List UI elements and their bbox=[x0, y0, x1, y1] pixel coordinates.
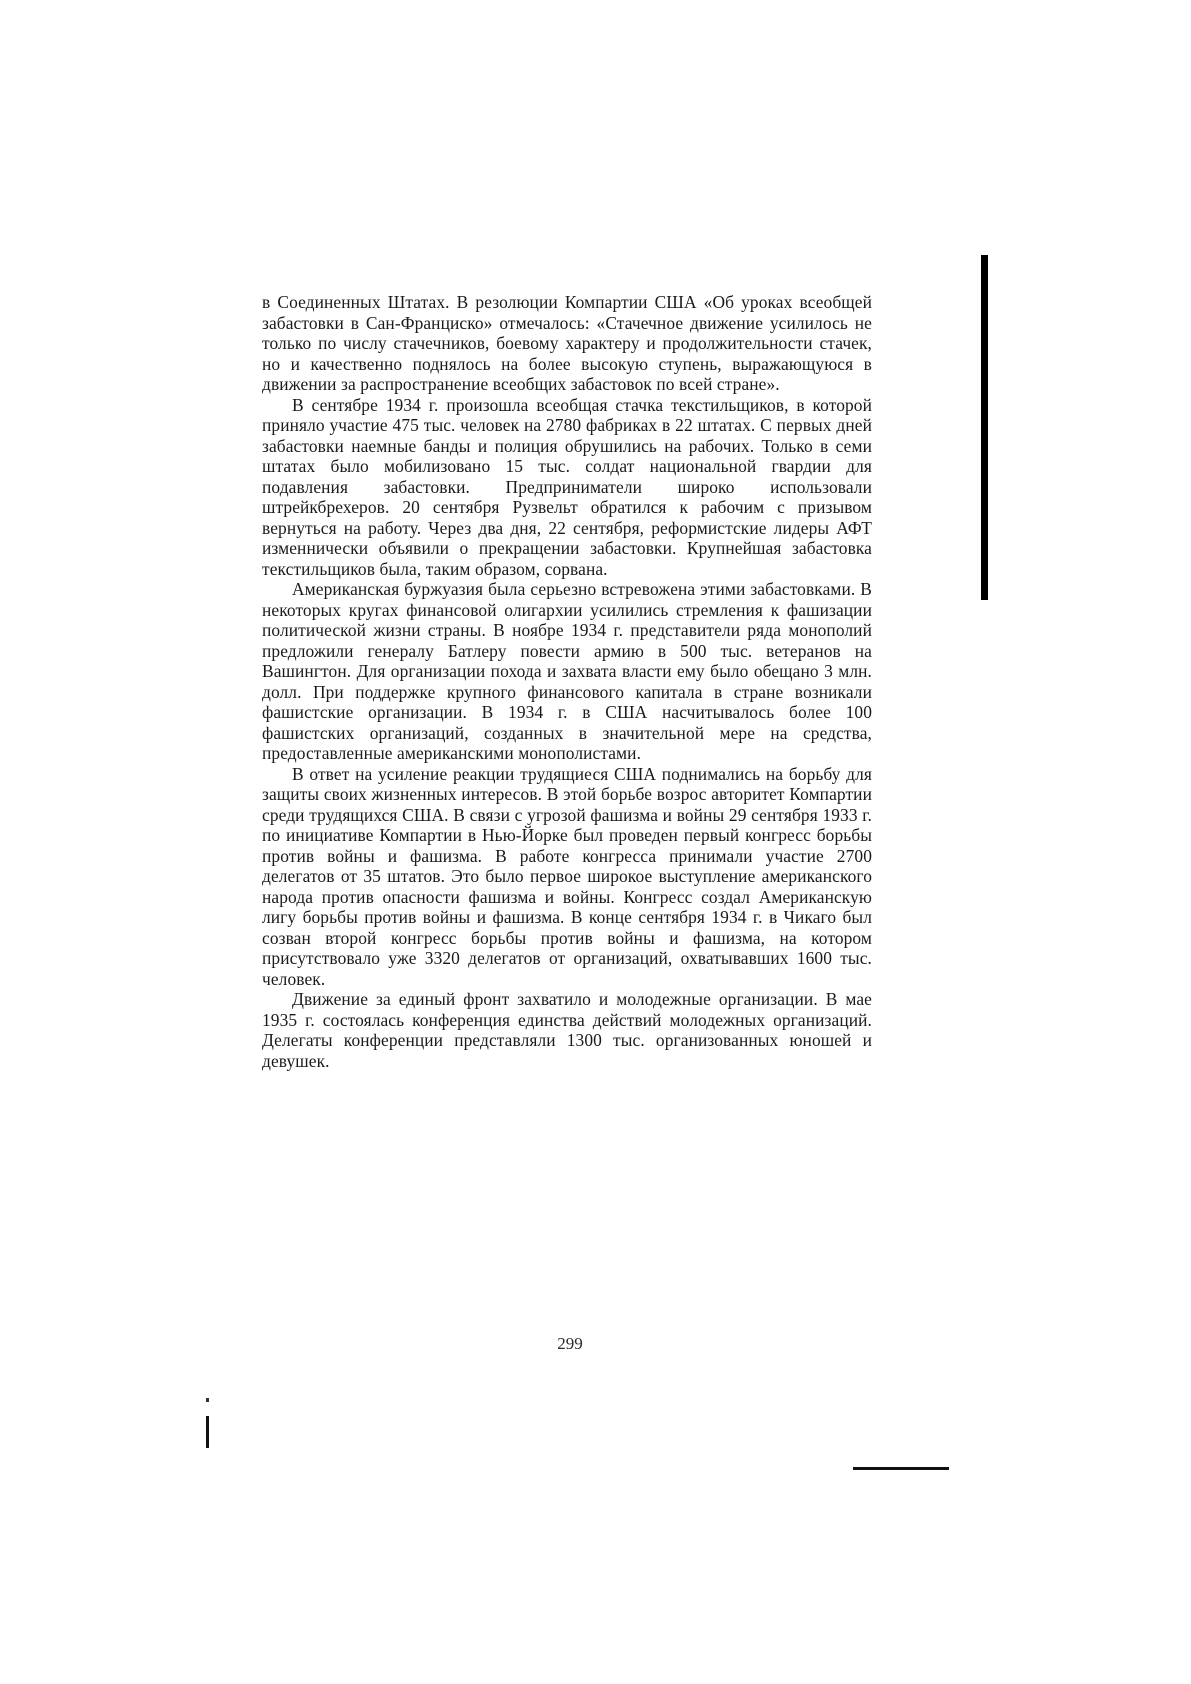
paragraph-continuation: в Соединенных Штатах. В резолюции Компартии США «Об уроках всеобщей забастовки в Сан-Франциско» отмечалось: «Стачечное движение усилилось не только по числу стачечников, боевому характеру и продолжительности стачек, но и качественно поднялось на более высокую ступень, выражающуюся в движении за распространение всеобщих забастовок по всей стране». bbox=[262, 292, 872, 394]
scan-artifact-dot bbox=[206, 1398, 209, 1402]
scan-margin-bar bbox=[981, 255, 988, 600]
scan-artifact-tick bbox=[206, 1416, 209, 1448]
page-number: 299 bbox=[557, 1334, 583, 1353]
paragraph-bourgeoisie-fascism: Американская буржуазия была серьезно встревожена этими забастовками. В некоторых кругах финансовой олигархии усилились стремления к фашизации политической жизни страны. В ноябре 1934 г. представители ряда монополий предложили генералу Батлеру повести армию в 500 тыс. ветеранов на Вашингтон. Для организации похода и захвата власти ему было обещано 3 млн. долл. При поддержке крупного финансового капитала в стране возникали фашистские организации. В 1934 г. в США насчитывалось более 100 фашистских организаций, созданных в значительной мере на средства, предоставленные американскими монополистами. bbox=[262, 579, 872, 763]
page-body-text bbox=[262, 292, 872, 1071]
scan-artifact-rule bbox=[853, 1467, 949, 1470]
paragraph-youth-united-front: Движение за единый фронт захватило и молодежные организации. В мае 1935 г. состоялась конференция единства действий молодежных организаций. Делегаты конференции представляли 1300 тыс. организованных юношей и девушек. bbox=[262, 989, 872, 1071]
paragraph-textile-strike: В сентябре 1934 г. произошла всеобщая стачка текстильщиков, в которой приняло участие 475 тыс. человек на 2780 фабриках в 22 штатах. С первых дней забастовки наемные банды и полиция обрушились на рабочих. Только в семи штатах было мобилизовано 15 тыс. солдат национальной гвардии для подавления забастовки. Предприниматели широко использовали штрейкбрехеров. 20 сентября Рузвельт обратился к рабочим с призывом вернуться на работу. Через два дня, 22 сентября, реформистские лидеры АФТ изменнически объявили о прекращении забастовки. Крупнейшая забастовка текстильщиков была, таким образом, сорвана. bbox=[262, 394, 872, 579]
paragraph-antiwar-congress: В ответ на усиление реакции трудящиеся США поднимались на борьбу для защиты своих жизненных интересов. В этой борьбе возрос авторитет Компартии среди трудящихся США. В связи с угрозой фашизма и войны 29 сентября 1933 г. по инициативе Компартии в Нью-Йорке был проведен первый конгресс борьбы против войны и фашизма. В работе конгресса принимали участие 2700 делегатов от 35 штатов. Это было первое широкое выступление американского народа против опасности фашизма и войны. Конгресс создал Американскую лигу борьбы против войны и фашизма. В конце сентября 1934 г. в Чикаго был созван второй конгресс борьбы против войны и фашизма, на котором присутствовало уже 3320 делегатов от организаций, охватывавших 1600 тыс. человек. bbox=[262, 763, 872, 989]
